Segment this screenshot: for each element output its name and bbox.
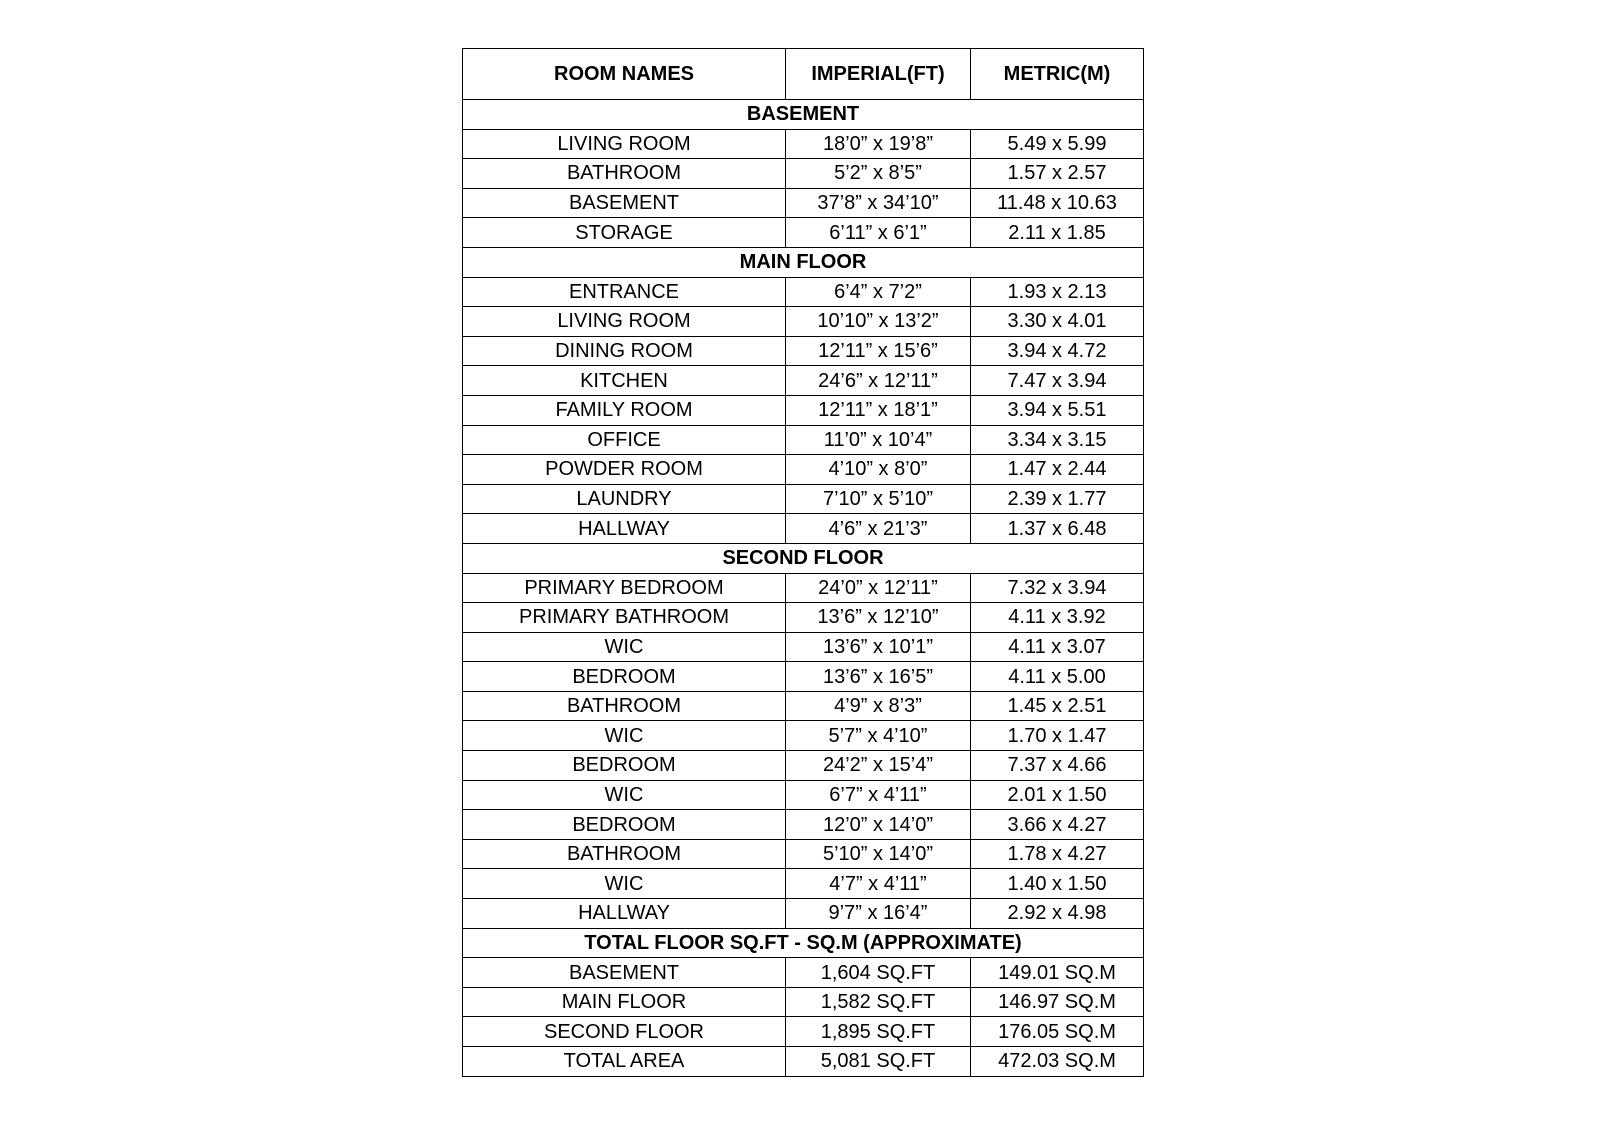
imperial-cell: 13’6” x 10’1” xyxy=(786,632,971,662)
imperial-cell: 4’7” x 4’11” xyxy=(786,869,971,899)
imperial-cell: 1,895 SQ.FT xyxy=(786,1017,971,1047)
room-name-cell: BEDROOM xyxy=(463,810,786,840)
metric-cell: 4.11 x 3.07 xyxy=(971,632,1144,662)
imperial-cell: 5’2” x 8’5” xyxy=(786,159,971,189)
metric-cell: 2.11 x 1.85 xyxy=(971,218,1144,248)
imperial-cell: 12’11” x 18’1” xyxy=(786,395,971,425)
table-row xyxy=(463,336,1144,366)
room-name-cell: BATHROOM xyxy=(463,839,786,869)
room-name-cell: OFFICE xyxy=(463,425,786,455)
metric-cell: 4.11 x 5.00 xyxy=(971,662,1144,692)
imperial-cell: 6’4” x 7’2” xyxy=(786,277,971,307)
table-row xyxy=(463,1047,1144,1077)
metric-cell: 1.47 x 2.44 xyxy=(971,455,1144,485)
room-name-cell: FAMILY ROOM xyxy=(463,395,786,425)
table-header-row xyxy=(463,49,1144,100)
table-row xyxy=(463,899,1144,929)
metric-cell: 2.01 x 1.50 xyxy=(971,780,1144,810)
room-name-cell: PRIMARY BEDROOM xyxy=(463,573,786,603)
header-imperial: IMPERIAL(FT) xyxy=(786,49,971,100)
imperial-cell: 5’7” x 4’10” xyxy=(786,721,971,751)
imperial-cell: 4’9” x 8’3” xyxy=(786,691,971,721)
room-name-cell: LIVING ROOM xyxy=(463,129,786,159)
table-row xyxy=(463,218,1144,248)
table-row xyxy=(463,691,1144,721)
room-name-cell: LIVING ROOM xyxy=(463,307,786,337)
imperial-cell: 37’8” x 34’10” xyxy=(786,188,971,218)
section-title: SECOND FLOOR xyxy=(463,543,1144,573)
table-body xyxy=(463,100,1144,1077)
table-row xyxy=(463,455,1144,485)
imperial-cell: 4’10” x 8’0” xyxy=(786,455,971,485)
metric-cell: 1.93 x 2.13 xyxy=(971,277,1144,307)
table-row xyxy=(463,780,1144,810)
metric-cell: 7.37 x 4.66 xyxy=(971,751,1144,781)
imperial-cell: 12’0” x 14’0” xyxy=(786,810,971,840)
metric-cell: 146.97 SQ.M xyxy=(971,987,1144,1017)
section-header-row xyxy=(463,247,1144,277)
imperial-cell: 1,604 SQ.FT xyxy=(786,958,971,988)
imperial-cell: 6’7” x 4’11” xyxy=(786,780,971,810)
room-name-cell: WIC xyxy=(463,721,786,751)
table-row xyxy=(463,1017,1144,1047)
room-name-cell: HALLWAY xyxy=(463,514,786,544)
table-row xyxy=(463,425,1144,455)
table-row xyxy=(463,514,1144,544)
room-name-cell: TOTAL AREA xyxy=(463,1047,786,1077)
imperial-cell: 24’2” x 15’4” xyxy=(786,751,971,781)
room-name-cell: BASEMENT xyxy=(463,958,786,988)
room-name-cell: PRIMARY BATHROOM xyxy=(463,603,786,633)
imperial-cell: 10’10” x 13’2” xyxy=(786,307,971,337)
metric-cell: 1.40 x 1.50 xyxy=(971,869,1144,899)
table-row xyxy=(463,277,1144,307)
room-name-cell: BATHROOM xyxy=(463,159,786,189)
metric-cell: 1.57 x 2.57 xyxy=(971,159,1144,189)
section-title: BASEMENT xyxy=(463,100,1144,130)
imperial-cell: 7’10” x 5’10” xyxy=(786,484,971,514)
metric-cell: 1.70 x 1.47 xyxy=(971,721,1144,751)
metric-cell: 3.30 x 4.01 xyxy=(971,307,1144,337)
table-row xyxy=(463,751,1144,781)
table-row xyxy=(463,395,1144,425)
metric-cell: 149.01 SQ.M xyxy=(971,958,1144,988)
metric-cell: 4.11 x 3.92 xyxy=(971,603,1144,633)
table-row xyxy=(463,987,1144,1017)
table-row xyxy=(463,869,1144,899)
table-row xyxy=(463,129,1144,159)
imperial-cell: 5,081 SQ.FT xyxy=(786,1047,971,1077)
room-name-cell: MAIN FLOOR xyxy=(463,987,786,1017)
table-row xyxy=(463,632,1144,662)
room-name-cell: BATHROOM xyxy=(463,691,786,721)
imperial-cell: 1,582 SQ.FT xyxy=(786,987,971,1017)
table-row xyxy=(463,188,1144,218)
section-title: MAIN FLOOR xyxy=(463,247,1144,277)
imperial-cell: 13’6” x 16’5” xyxy=(786,662,971,692)
table-row xyxy=(463,721,1144,751)
table-row xyxy=(463,810,1144,840)
metric-cell: 7.32 x 3.94 xyxy=(971,573,1144,603)
table-row xyxy=(463,484,1144,514)
imperial-cell: 6’11” x 6’1” xyxy=(786,218,971,248)
section-header-row xyxy=(463,928,1144,958)
metric-cell: 1.78 x 4.27 xyxy=(971,839,1144,869)
header-metric: METRIC(M) xyxy=(971,49,1144,100)
metric-cell: 5.49 x 5.99 xyxy=(971,129,1144,159)
table-row xyxy=(463,307,1144,337)
room-name-cell: STORAGE xyxy=(463,218,786,248)
imperial-cell: 24’6” x 12’11” xyxy=(786,366,971,396)
room-name-cell: BEDROOM xyxy=(463,751,786,781)
imperial-cell: 11’0” x 10’4” xyxy=(786,425,971,455)
table-row xyxy=(463,573,1144,603)
imperial-cell: 24’0” x 12’11” xyxy=(786,573,971,603)
table-row xyxy=(463,603,1144,633)
room-name-cell: LAUNDRY xyxy=(463,484,786,514)
room-name-cell: KITCHEN xyxy=(463,366,786,396)
section-title: TOTAL FLOOR SQ.FT - SQ.M (APPROXIMATE) xyxy=(463,928,1144,958)
imperial-cell: 9’7” x 16’4” xyxy=(786,899,971,929)
metric-cell: 3.66 x 4.27 xyxy=(971,810,1144,840)
room-name-cell: DINING ROOM xyxy=(463,336,786,366)
imperial-cell: 18’0” x 19’8” xyxy=(786,129,971,159)
room-dimensions-table xyxy=(462,48,1144,1077)
header-room-names: ROOM NAMES xyxy=(463,49,786,100)
room-name-cell: SECOND FLOOR xyxy=(463,1017,786,1047)
metric-cell: 2.92 x 4.98 xyxy=(971,899,1144,929)
metric-cell: 7.47 x 3.94 xyxy=(971,366,1144,396)
metric-cell: 3.94 x 5.51 xyxy=(971,395,1144,425)
metric-cell: 176.05 SQ.M xyxy=(971,1017,1144,1047)
metric-cell: 2.39 x 1.77 xyxy=(971,484,1144,514)
room-name-cell: WIC xyxy=(463,632,786,662)
room-name-cell: WIC xyxy=(463,780,786,810)
metric-cell: 11.48 x 10.63 xyxy=(971,188,1144,218)
table-row xyxy=(463,366,1144,396)
imperial-cell: 5’10” x 14’0” xyxy=(786,839,971,869)
metric-cell: 1.45 x 2.51 xyxy=(971,691,1144,721)
room-name-cell: HALLWAY xyxy=(463,899,786,929)
metric-cell: 472.03 SQ.M xyxy=(971,1047,1144,1077)
table-row xyxy=(463,839,1144,869)
room-name-cell: ENTRANCE xyxy=(463,277,786,307)
metric-cell: 3.34 x 3.15 xyxy=(971,425,1144,455)
imperial-cell: 4’6” x 21’3” xyxy=(786,514,971,544)
table-row xyxy=(463,159,1144,189)
metric-cell: 3.94 x 4.72 xyxy=(971,336,1144,366)
room-name-cell: BASEMENT xyxy=(463,188,786,218)
room-name-cell: BEDROOM xyxy=(463,662,786,692)
room-name-cell: WIC xyxy=(463,869,786,899)
room-name-cell: POWDER ROOM xyxy=(463,455,786,485)
table-row xyxy=(463,662,1144,692)
section-header-row xyxy=(463,543,1144,573)
metric-cell: 1.37 x 6.48 xyxy=(971,514,1144,544)
imperial-cell: 12’11” x 15’6” xyxy=(786,336,971,366)
section-header-row xyxy=(463,100,1144,130)
imperial-cell: 13’6” x 12’10” xyxy=(786,603,971,633)
table-row xyxy=(463,958,1144,988)
